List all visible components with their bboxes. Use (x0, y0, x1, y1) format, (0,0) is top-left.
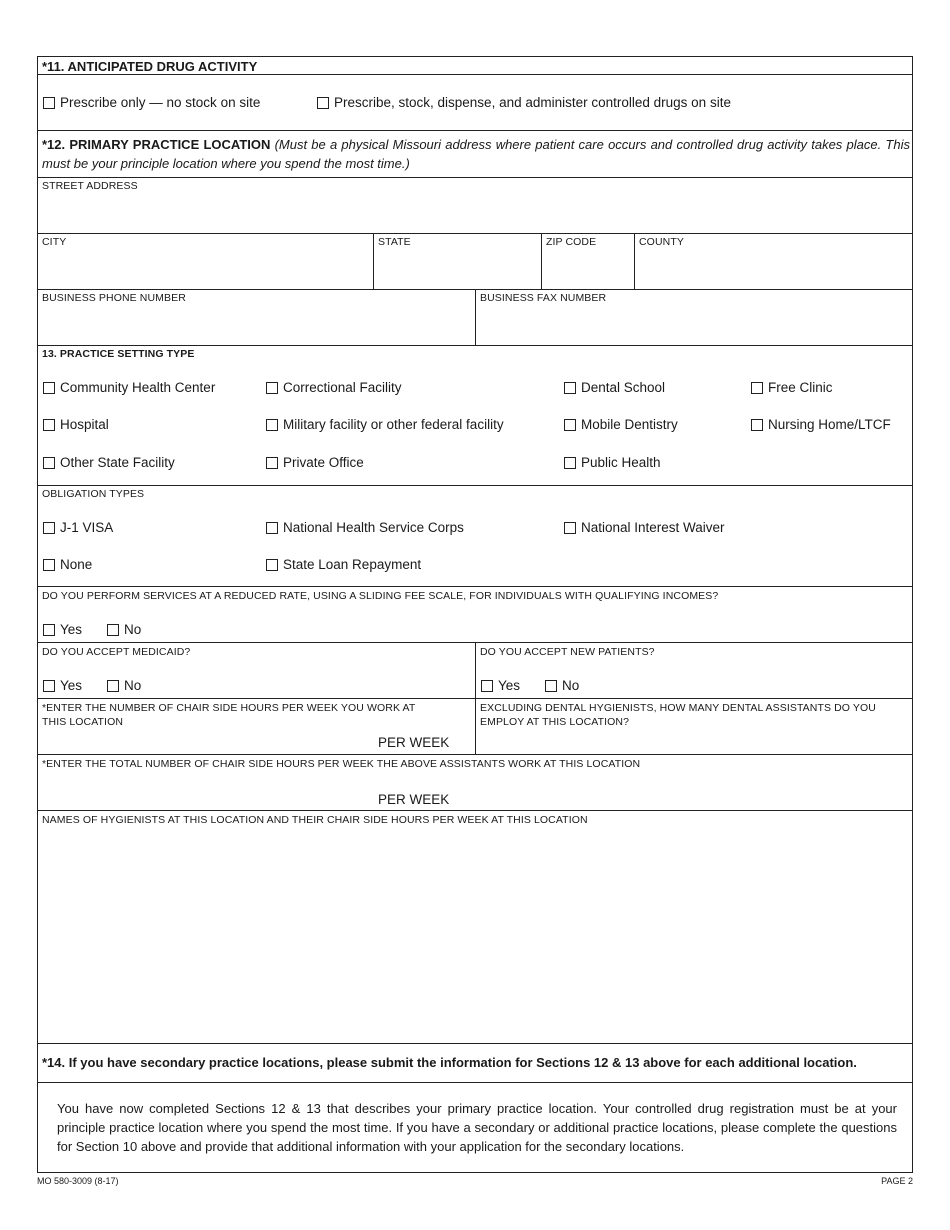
obligation-types-label: OBLIGATION TYPES (42, 488, 145, 500)
checkbox-icon[interactable] (107, 624, 119, 636)
checkbox-mobile-dentistry[interactable]: Mobile Dentistry (564, 417, 678, 432)
checkbox-hospital[interactable]: Hospital (43, 417, 109, 432)
checkbox-icon[interactable] (107, 680, 119, 692)
street-address-field[interactable] (38, 191, 912, 231)
checkbox-public-health[interactable]: Public Health (564, 455, 661, 470)
city-field[interactable] (38, 247, 372, 287)
section-12-title: *12. PRIMARY PRACTICE LOCATION (42, 137, 271, 152)
checkbox-prescribe-stock[interactable]: Prescribe, stock, dispense, and administer controlled drugs on site (317, 95, 731, 110)
chair-hours-field[interactable] (38, 729, 372, 751)
county-label: COUNTY (639, 236, 684, 248)
checkbox-icon[interactable] (43, 624, 55, 636)
checkbox-free-clinic[interactable]: Free Clinic (751, 380, 833, 395)
checkbox-icon[interactable] (266, 559, 278, 571)
checkbox-prescribe-only[interactable]: Prescribe only — no stock on site (43, 95, 260, 110)
checkbox-state-loan-repayment[interactable]: State Loan Repayment (266, 557, 421, 572)
assistants-hours-field[interactable] (38, 773, 372, 807)
checkbox-national-health-service-corps[interactable]: National Health Service Corps (266, 520, 464, 535)
checkbox-icon[interactable] (564, 522, 576, 534)
checkbox-icon[interactable] (43, 680, 55, 692)
checkbox-j1-visa[interactable]: J-1 VISA (43, 520, 113, 535)
state-label: STATE (378, 236, 411, 248)
checkbox-national-interest-waiver[interactable]: National Interest Waiver (564, 520, 725, 535)
section-14-title: *14. If you have secondary practice locations, please submit the information for Sections 12 & 13 above for each additional location. (42, 1055, 857, 1070)
business-phone-label: BUSINESS PHONE NUMBER (42, 292, 186, 304)
section-12-note: (Must be a physical Missouri address where patient care occurs and controlled drug activity takes place. This must be your principle location where you spend the most time.) (42, 137, 910, 171)
checkbox-icon[interactable] (43, 382, 55, 394)
checkbox-military-facility[interactable]: Military facility or other federal facility (266, 417, 504, 432)
business-fax-label: BUSINESS FAX NUMBER (480, 292, 607, 304)
city-label: CITY (42, 236, 67, 248)
new-patients-yes[interactable]: Yes (481, 678, 520, 693)
sliding-fee-yes[interactable]: Yes (43, 622, 82, 637)
medicaid-yes[interactable]: Yes (43, 678, 82, 693)
new-patients-no[interactable]: No (545, 678, 579, 693)
dental-assistants-question: EXCLUDING DENTAL HYGIENISTS, HOW MANY DENTAL ASSISTANTS DO YOU EMPLOY AT THIS LOCATION? (480, 702, 876, 728)
checkbox-icon[interactable] (481, 680, 493, 692)
state-field[interactable] (374, 247, 540, 287)
chair-hours-question: *ENTER THE NUMBER OF CHAIR SIDE HOURS PER WEEK YOU WORK AT THIS LOCATION (42, 702, 416, 728)
medicaid-question: DO YOU ACCEPT MEDICAID? (42, 646, 191, 658)
checkbox-icon[interactable] (751, 382, 763, 394)
checkbox-icon[interactable] (317, 97, 329, 109)
page-number: PAGE 2 (881, 1176, 913, 1186)
checkbox-icon[interactable] (564, 419, 576, 431)
sliding-fee-question: DO YOU PERFORM SERVICES AT A REDUCED RATE, USING A SLIDING FEE SCALE, FOR INDIVIDUALS WITH QUALIFYING INCOMES? (42, 590, 719, 602)
section-11-title: *11. ANTICIPATED DRUG ACTIVITY (42, 59, 258, 74)
checkbox-icon[interactable] (266, 522, 278, 534)
section-14-paragraph: You have now completed Sections 12 & 13 that describes your primary practice location. Your controlled drug registration must be at your principle practice location where you spend the most time. If you have a secondary or additional practice locations, please complete the questions for Section 10 above and provide that additional information with your application for the secondary locations. (57, 1101, 897, 1154)
hygienists-label: NAMES OF HYGIENISTS AT THIS LOCATION AND THEIR CHAIR SIDE HOURS PER WEEK AT THIS LOCATION (42, 814, 588, 826)
street-address-label: STREET ADDRESS (42, 180, 138, 192)
checkbox-private-office[interactable]: Private Office (266, 455, 364, 470)
checkbox-icon[interactable] (43, 559, 55, 571)
sliding-fee-no[interactable]: No (107, 622, 141, 637)
application-form-page (37, 56, 913, 1173)
checkbox-dental-school[interactable]: Dental School (564, 380, 665, 395)
dental-assistants-field[interactable] (476, 729, 912, 751)
checkbox-icon[interactable] (43, 457, 55, 469)
checkbox-icon[interactable] (43, 419, 55, 431)
business-fax-field[interactable] (476, 303, 912, 343)
section-13-title: 13. PRACTICE SETTING TYPE (42, 348, 195, 360)
county-field[interactable] (635, 247, 912, 287)
per-week-label: PER WEEK (378, 735, 450, 750)
checkbox-icon[interactable] (751, 419, 763, 431)
checkbox-correctional-facility[interactable]: Correctional Facility (266, 380, 402, 395)
new-patients-question: DO YOU ACCEPT NEW PATIENTS? (480, 646, 655, 658)
business-phone-field[interactable] (38, 303, 474, 343)
checkbox-icon[interactable] (266, 382, 278, 394)
checkbox-none[interactable]: None (43, 557, 92, 572)
hygienists-field[interactable] (38, 829, 912, 1041)
checkbox-nursing-home[interactable]: Nursing Home/LTCF (751, 417, 891, 432)
checkbox-community-health-center[interactable]: Community Health Center (43, 380, 215, 395)
checkbox-icon[interactable] (43, 97, 55, 109)
assistants-hours-question: *ENTER THE TOTAL NUMBER OF CHAIR SIDE HOURS PER WEEK THE ABOVE ASSISTANTS WORK AT THIS LOCATION (42, 758, 641, 770)
checkbox-icon[interactable] (43, 522, 55, 534)
section-12-heading (42, 135, 910, 173)
checkbox-icon[interactable] (564, 382, 576, 394)
per-week-label: PER WEEK (378, 792, 450, 807)
zip-code-label: ZIP CODE (546, 236, 597, 248)
zip-code-field[interactable] (542, 247, 634, 287)
form-id: MO 580-3009 (8-17) (37, 1176, 119, 1186)
checkbox-icon[interactable] (564, 457, 576, 469)
medicaid-no[interactable]: No (107, 678, 141, 693)
checkbox-icon[interactable] (266, 419, 278, 431)
checkbox-other-state-facility[interactable]: Other State Facility (43, 455, 175, 470)
checkbox-icon[interactable] (545, 680, 557, 692)
checkbox-icon[interactable] (266, 457, 278, 469)
